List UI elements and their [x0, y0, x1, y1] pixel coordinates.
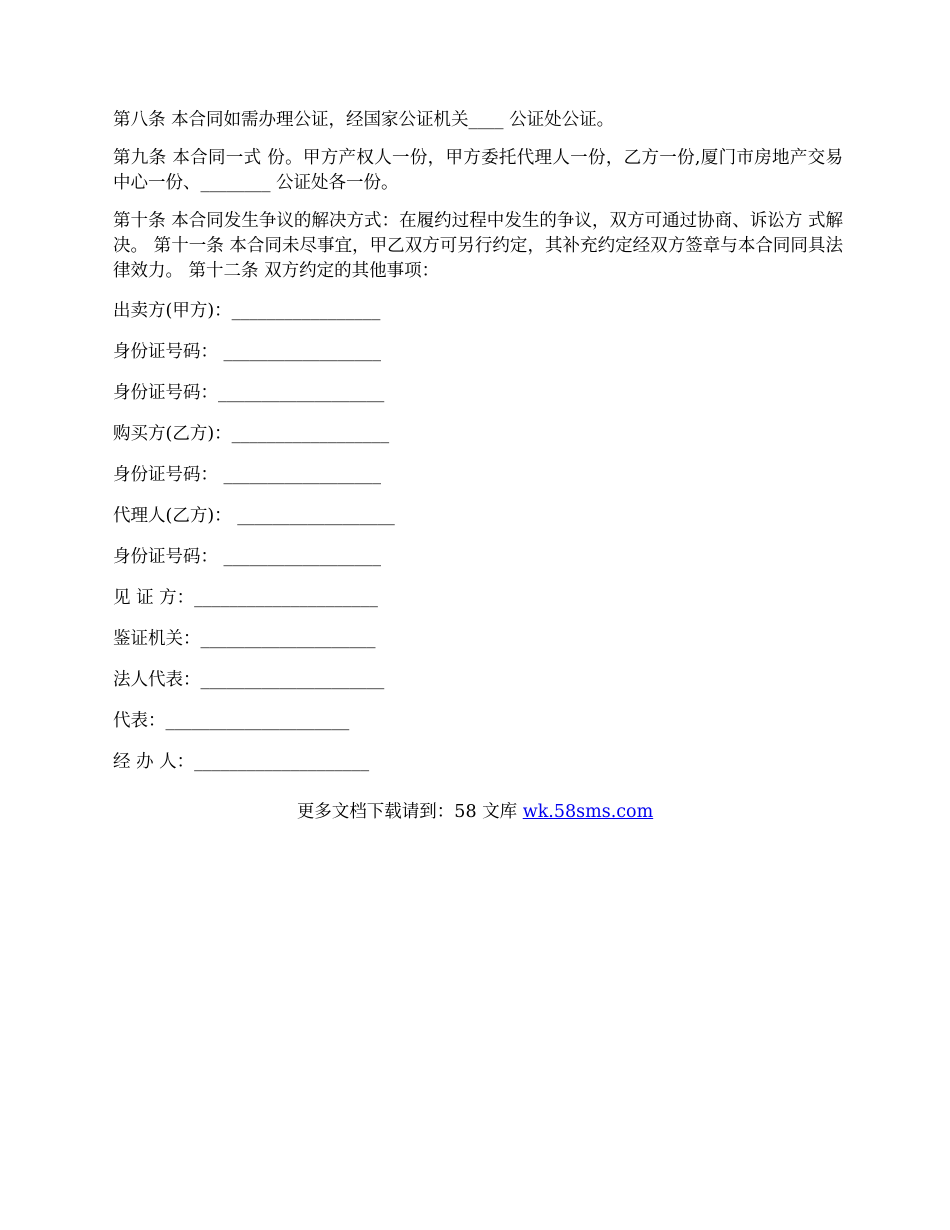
representative-field: 代表：_____________________ [113, 711, 350, 731]
buyer-field: 购买方(乙方)：__________________ [113, 424, 390, 444]
buyer-agent-field: 代理人(乙方)： __________________ [113, 506, 395, 526]
footer-link[interactable]: wk.58sms.com [522, 802, 654, 822]
seller-id-field: 身份证号码： __________________ [113, 342, 382, 362]
seller-agent-id-field: 身份证号码：___________________ [113, 383, 385, 403]
buyer-id-field: 身份证号码： __________________ [113, 465, 382, 485]
document-body [113, 108, 843, 791]
seller-field: 出卖方(甲方)：_________________ [113, 301, 381, 321]
article-10: 第十条 本合同发生争议的解决方式：在履约过程中发生的争议，双方可通过协商、诉讼方 式解决。 第十一条 本合同未尽事宜，甲乙双方可另行约定，其补充约定经双方签章与本合同同具法 律效力。 第十二条 双方约定的其他事项： [113, 211, 843, 281]
legal-representative-field: 法人代表：_____________________ [113, 670, 385, 690]
witness-field: 见 证 方：_____________________ [113, 588, 378, 608]
article-9: 第九条 本合同一式 份。甲方产权人一份，甲方委托代理人一份，乙方一份,厦门市房地产交易中心一份、________ 公证处各一份。 [113, 148, 843, 193]
signature-block [113, 299, 843, 791]
buyer-agent-id-field: 身份证号码： __________________ [113, 547, 382, 567]
footer [0, 800, 950, 825]
footer-text: 更多文档下载请到：58 文库 [296, 802, 523, 822]
authentication-agency-field: 鉴证机关：____________________ [113, 629, 376, 649]
handler-field: 经 办 人：____________________ [113, 752, 370, 772]
article-8: 第八条 本合同如需办理公证，经国家公证机关____ 公证处公证。 [113, 110, 615, 130]
